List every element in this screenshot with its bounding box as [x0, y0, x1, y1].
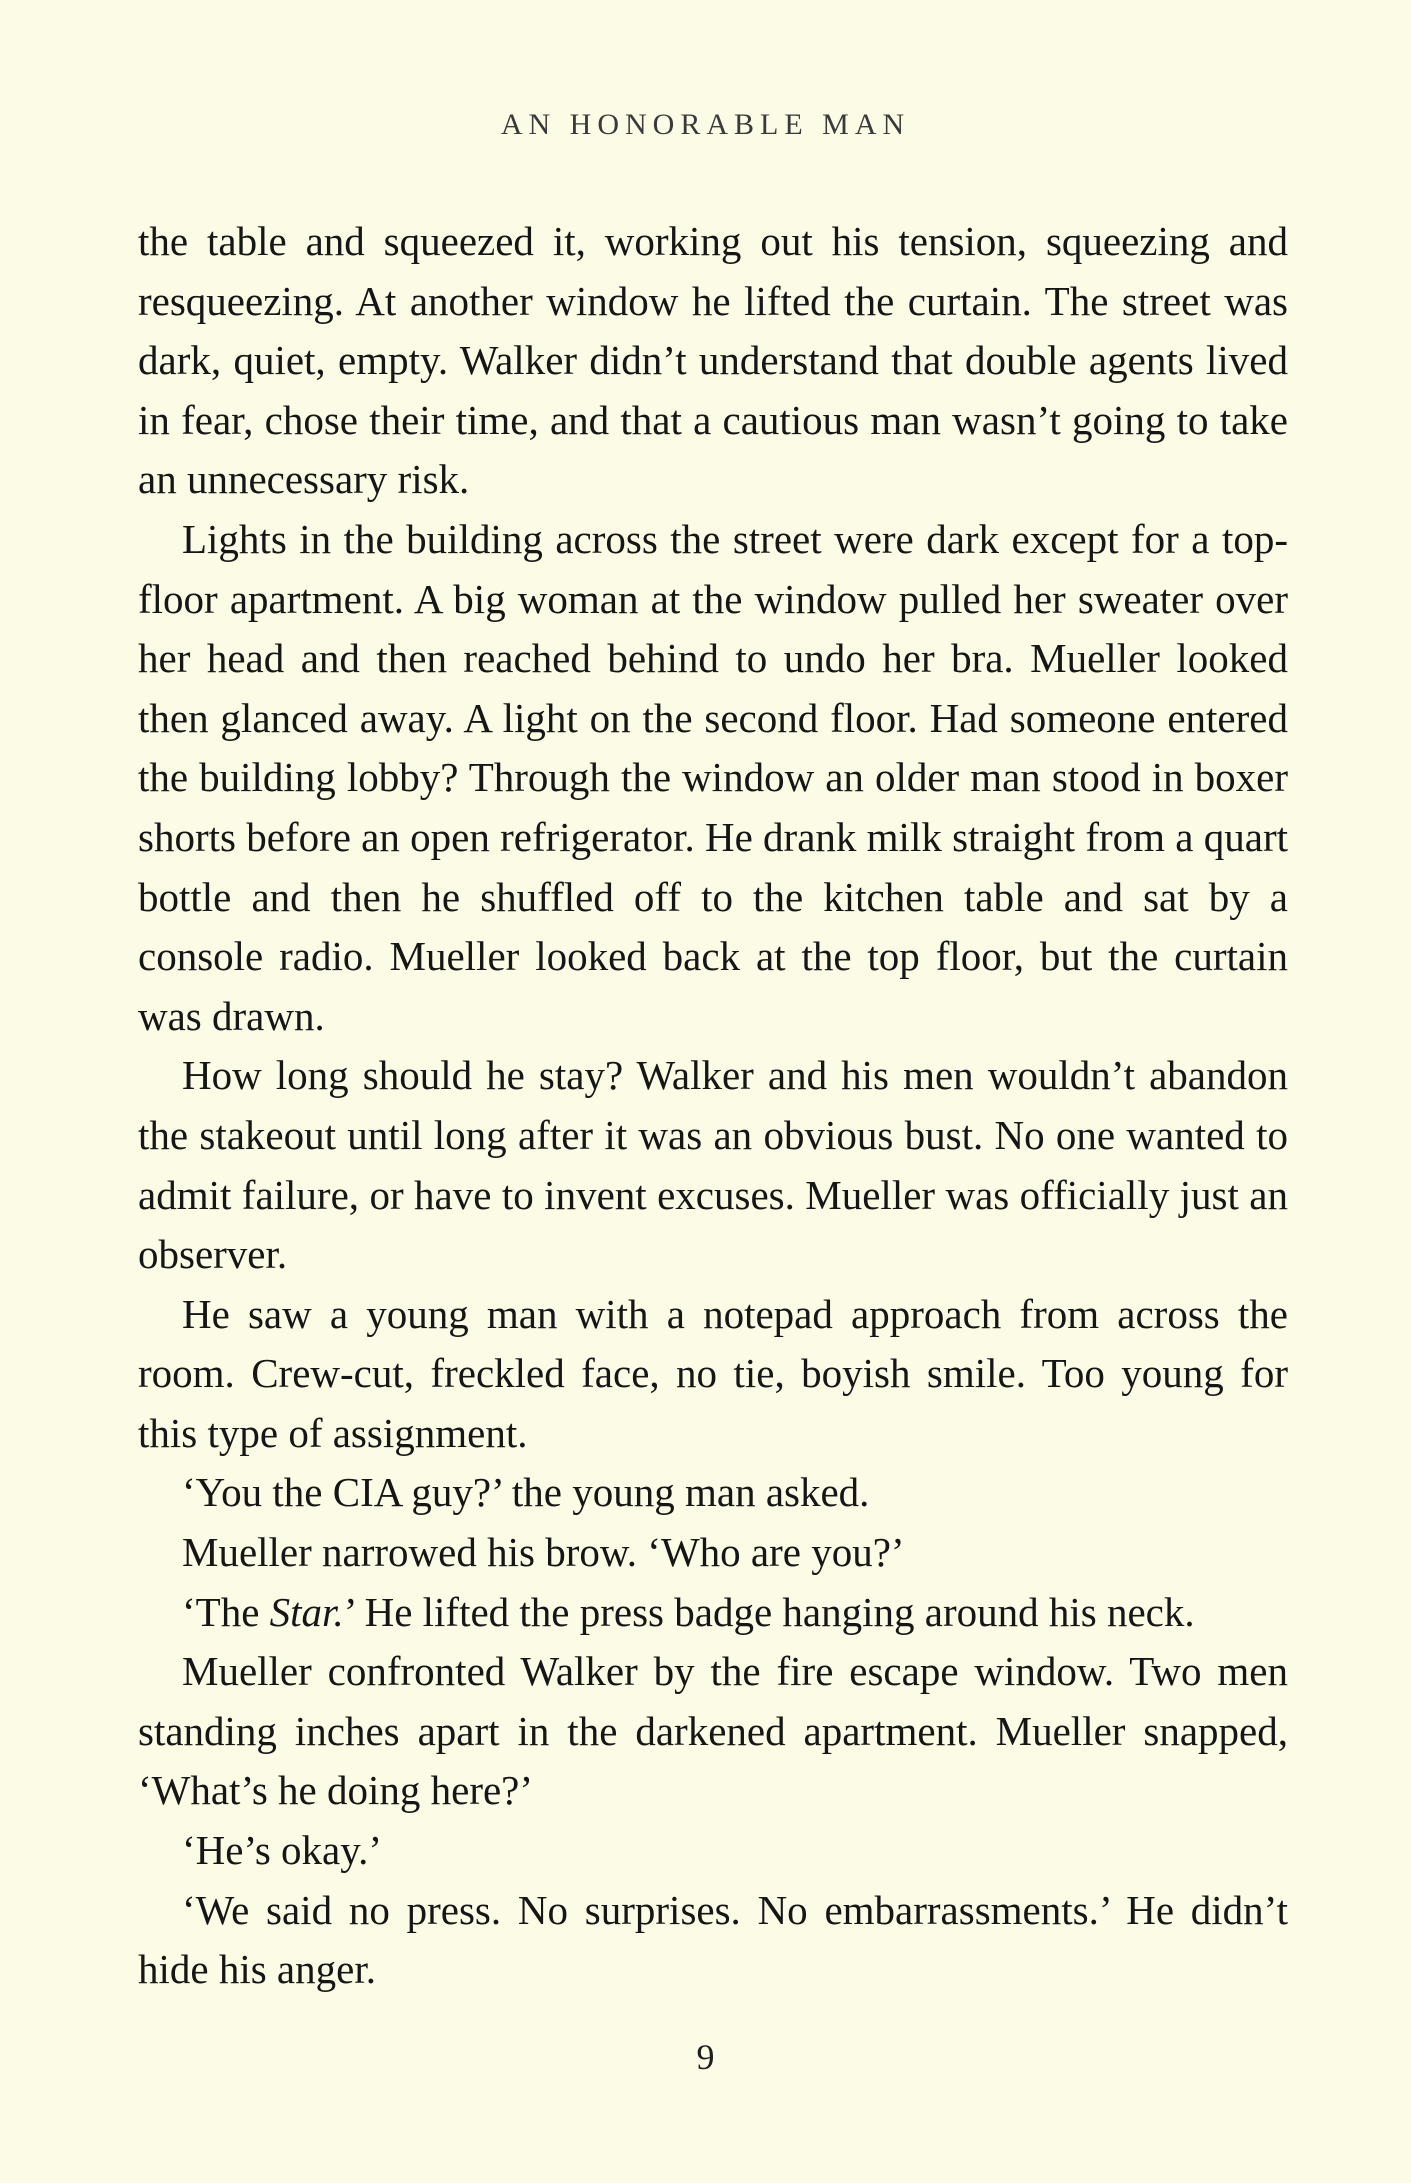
- paragraph-7-after: ’ He lifted the press badge hanging around his neck.: [343, 1588, 1195, 1635]
- running-head: AN HONORABLE MAN: [500, 108, 911, 141]
- paragraph-7-before: ‘The: [182, 1588, 270, 1635]
- newspaper-name: Star.: [269, 1588, 344, 1635]
- body-text: [138, 212, 1288, 2000]
- paragraph-3: How long should he stay? Walker and his men wouldn’t abandon the stakeout until long after it was an obvious bust. No one wanted to admit failure, or have to invent excuses. Mueller was officially just an observer.: [138, 1052, 1288, 1278]
- paragraph-9: ‘He’s okay.’: [182, 1827, 382, 1874]
- paragraph-2: Lights in the building across the street were dark except for a top-floor apartment. A big woman at the window pulled her sweater over her head and then reached behind to undo her bra. Mueller looked then glanced away. A light on the second floor. Had someone entered the building lobby? Through the window an older man stood in boxer shorts before an open refrigerator. He drank milk straight from a quart bottle and then he shuffled off to the kitchen table and sat by a console radio. Mueller looked back at the top floor, but the curtain was drawn.: [138, 515, 1288, 1039]
- paragraph-5: ‘You the CIA guy?’ the young man asked.: [182, 1469, 870, 1516]
- paragraph-8: Mueller confronted Walker by the fire escape window. Two men standing inches apart in the darkened apartment. Mueller snapped, ‘What’s he doing here?’: [138, 1648, 1288, 1814]
- paragraph-4: He saw a young man with a notepad approach from across the room. Crew-cut, freckled face, no tie, boyish smile. Too young for this type of assignment.: [138, 1290, 1288, 1456]
- paragraph-1: the table and squeezed it, working out his tension, squeezing and resqueezing. At another window he lifted the curtain. The street was dark, quiet, empty. Walker didn’t understand that double agents lived in fear, chose their time, and that a cautious man wasn’t going to take an unnecessary risk.: [138, 218, 1288, 503]
- paragraph-10: ‘We said no press. No surprises. No embarrassments.’ He didn’t hide his anger.: [138, 1886, 1288, 1993]
- page-number: 9: [696, 2037, 715, 2077]
- paragraph-6: Mueller narrowed his brow. ‘Who are you?’: [182, 1529, 905, 1576]
- paragraph-7: [138, 1583, 1288, 1643]
